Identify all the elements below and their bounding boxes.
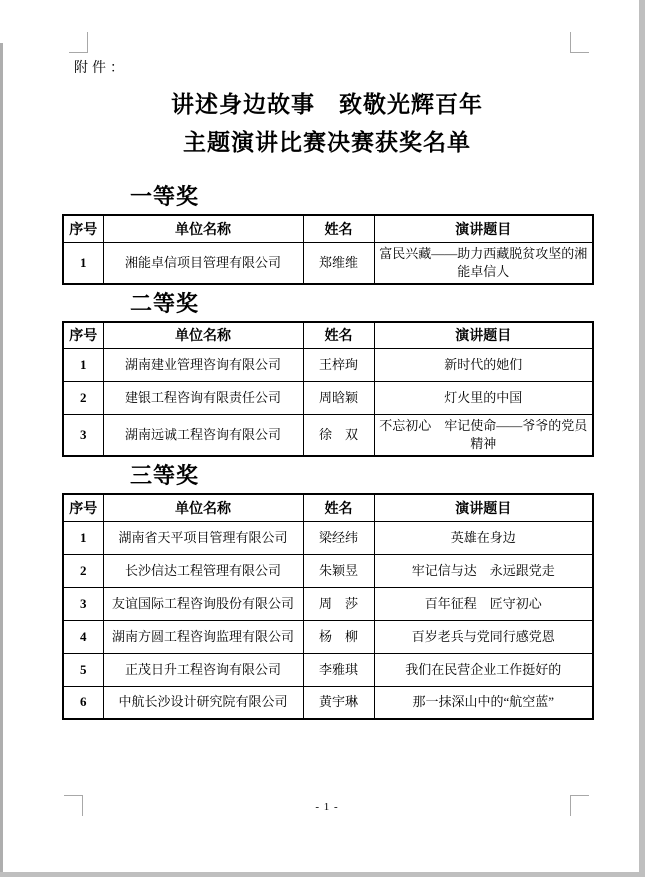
cell-no: 3 bbox=[63, 587, 103, 620]
cell-unit: 友谊国际工程咨询股份有限公司 bbox=[103, 587, 303, 620]
document-title-line2: 主题演讲比赛决赛获奖名单 bbox=[183, 130, 471, 155]
cell-topic: 百岁老兵与党同行感党恩 bbox=[374, 620, 593, 653]
award-section-2 bbox=[62, 290, 592, 458]
awards-table bbox=[62, 321, 594, 458]
table-header-row bbox=[63, 215, 593, 242]
table-row bbox=[63, 620, 593, 653]
cell-unit: 中航长沙设计研究院有限公司 bbox=[103, 686, 303, 719]
award-heading: 二等奖 bbox=[130, 290, 200, 316]
table-row bbox=[63, 382, 593, 415]
table-row bbox=[63, 349, 593, 382]
cell-unit: 湖南建业管理咨询有限公司 bbox=[103, 349, 303, 382]
table-row bbox=[63, 242, 593, 284]
award-heading: 一等奖 bbox=[130, 184, 200, 209]
sections-container bbox=[62, 183, 592, 725]
attachment-label: 附件： bbox=[74, 61, 128, 76]
page-edge-right bbox=[639, 0, 645, 877]
header-cell-unit: 单位名称 bbox=[103, 215, 303, 242]
cell-no: 6 bbox=[63, 686, 103, 719]
cell-name: 李雅琪 bbox=[303, 653, 374, 686]
page-number: - 1 - bbox=[315, 801, 339, 813]
cell-unit: 湖南远诚工程咨询有限公司 bbox=[103, 415, 303, 457]
cell-topic: 新时代的她们 bbox=[374, 349, 593, 382]
cell-name: 王梓珣 bbox=[303, 349, 374, 382]
table-row bbox=[63, 653, 593, 686]
cell-unit: 湘能卓信项目管理有限公司 bbox=[103, 242, 303, 284]
header-cell-unit: 单位名称 bbox=[103, 494, 303, 521]
cell-topic: 富民兴藏——助力西藏脱贫攻坚的湘能卓信人 bbox=[374, 242, 593, 284]
cell-no: 3 bbox=[63, 415, 103, 457]
cell-no: 2 bbox=[63, 382, 103, 415]
award-section-1 bbox=[62, 183, 592, 285]
cell-unit: 湖南方圆工程咨询监理有限公司 bbox=[103, 620, 303, 653]
document-title bbox=[62, 86, 592, 162]
cell-topic: 灯火里的中国 bbox=[374, 382, 593, 415]
cell-name: 梁经纬 bbox=[303, 521, 374, 554]
cell-name: 朱颖昱 bbox=[303, 554, 374, 587]
cell-topic: 我们在民营企业工作挺好的 bbox=[374, 653, 593, 686]
cell-unit: 建银工程咨询有限责任公司 bbox=[103, 382, 303, 415]
cell-unit: 正茂日升工程咨询有限公司 bbox=[103, 653, 303, 686]
table-row bbox=[63, 554, 593, 587]
cell-no: 5 bbox=[63, 653, 103, 686]
header-cell-topic: 演讲题目 bbox=[374, 322, 593, 349]
cell-name: 郑维维 bbox=[303, 242, 374, 284]
award-section-3 bbox=[62, 462, 592, 720]
cell-topic: 英雄在身边 bbox=[374, 521, 593, 554]
cell-no: 1 bbox=[63, 521, 103, 554]
cell-name: 周 莎 bbox=[303, 587, 374, 620]
awards-table bbox=[62, 214, 594, 285]
page-edge-bottom bbox=[0, 872, 645, 877]
award-heading: 三等奖 bbox=[130, 463, 200, 488]
table-row bbox=[63, 415, 593, 457]
header-cell-no: 序号 bbox=[63, 322, 103, 349]
table-row bbox=[63, 686, 593, 719]
cell-topic: 那一抹深山中的“航空蓝” bbox=[374, 686, 593, 719]
table-row bbox=[63, 521, 593, 554]
cell-name: 徐 双 bbox=[303, 415, 374, 457]
document-title-line1: 讲述身边故事 致敬光辉百年 bbox=[171, 92, 483, 117]
header-cell-name: 姓名 bbox=[303, 215, 374, 242]
table-row bbox=[63, 587, 593, 620]
header-cell-unit: 单位名称 bbox=[103, 322, 303, 349]
table-header-row bbox=[63, 322, 593, 349]
cell-no: 2 bbox=[63, 554, 103, 587]
cell-name: 杨 柳 bbox=[303, 620, 374, 653]
header-cell-topic: 演讲题目 bbox=[374, 494, 593, 521]
table-header-row bbox=[63, 494, 593, 521]
header-cell-no: 序号 bbox=[63, 494, 103, 521]
cell-name: 黄宇琳 bbox=[303, 686, 374, 719]
awards-table bbox=[62, 493, 594, 720]
header-cell-topic: 演讲题目 bbox=[374, 215, 593, 242]
cell-no: 1 bbox=[63, 242, 103, 284]
margin-crop-mark-top-left bbox=[69, 32, 88, 53]
cell-topic: 不忘初心 牢记使命——爷爷的党员精神 bbox=[374, 415, 593, 457]
header-cell-name: 姓名 bbox=[303, 494, 374, 521]
header-cell-no: 序号 bbox=[63, 215, 103, 242]
cell-topic: 百年征程 匠守初心 bbox=[374, 587, 593, 620]
cell-topic: 牢记信与达 永远跟党走 bbox=[374, 554, 593, 587]
cell-unit: 湖南省天平项目管理有限公司 bbox=[103, 521, 303, 554]
margin-crop-mark-top-right bbox=[570, 32, 589, 53]
cell-unit: 长沙信达工程管理有限公司 bbox=[103, 554, 303, 587]
cell-no: 1 bbox=[63, 349, 103, 382]
page-edge-left bbox=[0, 43, 3, 877]
header-cell-name: 姓名 bbox=[303, 322, 374, 349]
cell-no: 4 bbox=[63, 620, 103, 653]
cell-name: 周晗颖 bbox=[303, 382, 374, 415]
